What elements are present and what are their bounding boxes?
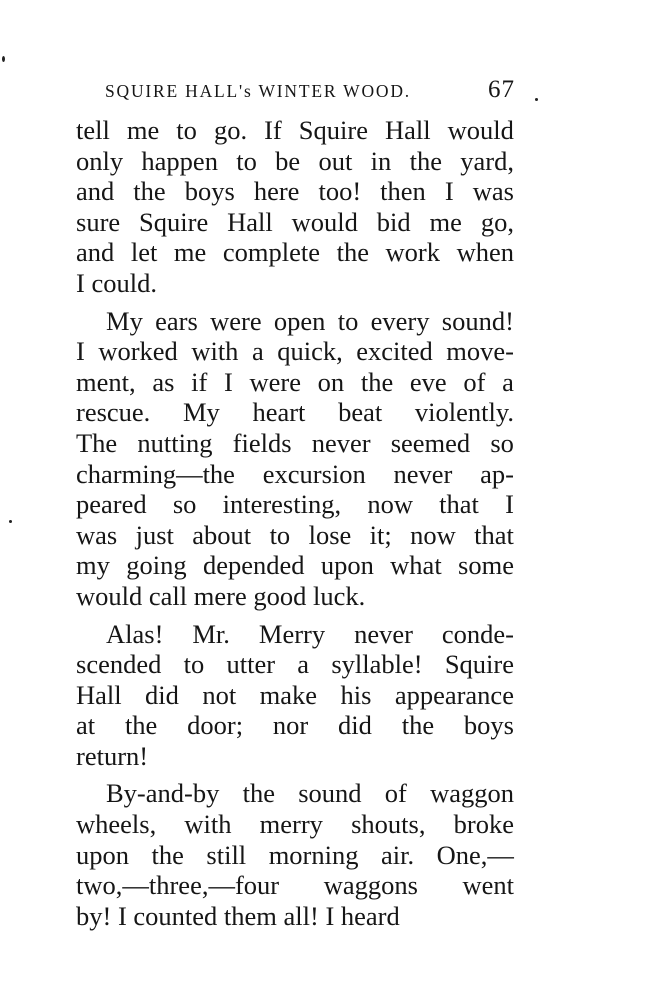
word: let	[130, 237, 158, 268]
word: utter	[226, 649, 276, 680]
text-line: return!	[76, 740, 149, 771]
text-line	[76, 306, 514, 337]
text-line	[76, 550, 514, 581]
word: make	[259, 679, 318, 710]
word: syllable!	[331, 649, 423, 680]
word: what	[390, 550, 442, 581]
text-line	[76, 520, 514, 551]
word: eve	[409, 366, 447, 397]
word: did	[145, 679, 179, 710]
word: ap-	[480, 458, 514, 489]
running-title-possessive: 's	[239, 81, 253, 101]
word: sound!	[441, 305, 514, 336]
text-line	[76, 619, 514, 650]
word: shouts,	[351, 809, 426, 840]
word: violently.	[414, 397, 514, 428]
word: still	[206, 839, 247, 870]
word: yard,	[460, 145, 514, 176]
word: door;	[187, 710, 244, 741]
word: Squire	[444, 649, 514, 680]
text-line	[76, 115, 514, 146]
word: heart	[252, 397, 306, 428]
word: upon	[76, 839, 129, 870]
word: sound	[298, 778, 362, 809]
word: a	[251, 336, 264, 367]
word: me	[126, 115, 160, 145]
word: out	[318, 145, 353, 176]
word: of	[463, 366, 486, 397]
text-line	[76, 336, 514, 367]
word: Merry	[258, 618, 326, 649]
word: waggons	[323, 870, 418, 901]
word: the	[151, 839, 184, 870]
word: lose	[308, 519, 352, 550]
text-line	[76, 237, 514, 268]
word: was	[472, 176, 514, 207]
word: go,	[480, 206, 514, 237]
word: some	[458, 550, 514, 581]
text-line	[76, 397, 514, 428]
word: went	[462, 870, 514, 901]
text-line	[76, 428, 514, 459]
word: to	[337, 305, 359, 336]
word: sure	[76, 206, 121, 237]
text-line	[76, 778, 514, 809]
word: so	[172, 489, 197, 520]
word: to	[236, 145, 257, 176]
word: My	[106, 305, 143, 336]
word: just	[135, 519, 174, 550]
word: going	[126, 550, 187, 581]
word: too!	[318, 176, 362, 207]
word: scended	[76, 649, 162, 680]
word: boys	[463, 710, 514, 741]
word: the	[242, 778, 275, 809]
word: if	[191, 366, 208, 397]
word: his	[340, 679, 372, 710]
word: the	[409, 145, 442, 176]
word: never	[311, 427, 371, 458]
word: now	[410, 519, 456, 550]
word: that	[439, 489, 479, 520]
word: Hall	[227, 206, 273, 237]
word: go.	[213, 115, 248, 145]
word: never	[354, 618, 413, 649]
word: a	[502, 366, 514, 397]
word: would	[447, 115, 514, 145]
word: If	[264, 115, 282, 145]
word: so	[490, 427, 514, 458]
margin-speck	[535, 98, 538, 101]
word: excursion	[262, 458, 366, 489]
word: be	[275, 145, 301, 176]
word: about	[192, 519, 252, 550]
word: By-and-by	[106, 778, 220, 809]
word: depended	[202, 550, 305, 581]
word: here	[253, 176, 300, 207]
word: work	[385, 237, 440, 268]
word: Squire	[139, 206, 209, 237]
word: morning	[268, 839, 359, 870]
word: the	[124, 710, 158, 741]
word: fields	[232, 427, 292, 458]
word: not	[202, 679, 237, 710]
word: peared	[76, 489, 147, 520]
word: at	[76, 710, 96, 741]
word: of	[384, 778, 407, 809]
word: two,—three,—four	[76, 870, 280, 901]
word: boys	[184, 176, 235, 207]
word: were	[210, 305, 262, 336]
word: conde-	[441, 618, 514, 649]
body-text	[76, 115, 514, 931]
word: it;	[369, 519, 392, 550]
word: nor	[272, 710, 309, 741]
word: to	[269, 519, 291, 550]
word: charming—the	[76, 458, 235, 489]
word: bid	[376, 206, 411, 237]
word: air.	[381, 839, 415, 870]
text-line	[76, 489, 514, 520]
text-line: by! I counted them all! I heard	[76, 900, 400, 931]
word: to	[176, 115, 197, 145]
word: open	[273, 305, 326, 336]
text-line	[76, 207, 514, 238]
word: the	[133, 176, 166, 207]
word: upon	[320, 550, 374, 581]
running-title-part: SQUIRE HALL	[105, 81, 240, 101]
text-line	[76, 649, 514, 680]
word: with	[191, 336, 239, 367]
word: when	[456, 237, 514, 268]
word: The	[76, 427, 118, 458]
word: Alas!	[106, 618, 164, 649]
page-number: 67	[488, 76, 515, 103]
word: My	[182, 397, 220, 428]
word: merry	[259, 809, 323, 840]
word: appearance	[394, 679, 514, 710]
margin-speck	[9, 520, 12, 523]
word: in	[370, 145, 392, 176]
running-header	[105, 76, 515, 106]
word: worked	[98, 336, 178, 367]
word: never	[393, 458, 453, 489]
text-line	[76, 367, 514, 398]
text-line	[76, 840, 514, 871]
word: I	[505, 489, 514, 520]
word: wheels,	[76, 809, 157, 840]
word: happen	[141, 145, 218, 176]
word: waggon	[430, 778, 514, 809]
running-title-part: WINTER WOOD.	[252, 81, 411, 101]
word: I	[76, 336, 85, 367]
margin-speck	[2, 56, 5, 62]
word: were	[249, 366, 301, 397]
text-line	[76, 809, 514, 840]
text-line: would call mere good luck.	[76, 580, 366, 611]
word: complete	[222, 237, 320, 268]
word: Squire	[298, 115, 368, 145]
word: every	[370, 305, 430, 336]
word: that	[474, 519, 514, 550]
word: only	[76, 145, 124, 176]
word: the	[360, 366, 394, 397]
text-line	[76, 870, 514, 901]
text-line	[76, 176, 514, 207]
word: would	[291, 206, 358, 237]
text-line	[76, 146, 514, 177]
running-title	[105, 81, 411, 102]
word: Hall	[385, 115, 431, 145]
word: as	[152, 366, 175, 397]
word: beat	[338, 397, 383, 428]
text-line	[76, 459, 514, 490]
text-line	[76, 680, 514, 711]
word: the	[401, 710, 435, 741]
word: did	[338, 710, 372, 741]
word: I	[444, 176, 454, 207]
word: on	[317, 366, 345, 397]
word: I	[223, 366, 233, 397]
word: me	[429, 206, 462, 237]
word: was	[76, 519, 118, 550]
word: nutting	[137, 427, 213, 458]
word: with	[184, 809, 232, 840]
word: move-	[446, 336, 514, 367]
word: interesting,	[222, 489, 342, 520]
word: Hall	[76, 679, 122, 710]
word: ears	[155, 305, 198, 336]
word: now	[367, 489, 413, 520]
word: One,—	[436, 839, 514, 870]
word: Mr.	[192, 618, 230, 649]
word: the	[336, 237, 369, 268]
word: ment,	[76, 366, 136, 397]
word: excited	[356, 336, 433, 367]
word: then	[380, 176, 426, 207]
word: rescue.	[76, 397, 151, 428]
text-line	[76, 710, 514, 741]
text-line: I could.	[76, 267, 157, 298]
word: and	[76, 176, 115, 207]
word: seemed	[390, 427, 471, 458]
word: to	[183, 649, 205, 680]
word: a	[297, 649, 310, 680]
word: broke	[453, 809, 514, 840]
word: quick,	[277, 336, 343, 367]
word: me	[173, 237, 207, 268]
word: and	[76, 237, 115, 268]
word: tell	[76, 115, 110, 145]
word: my	[76, 550, 110, 581]
